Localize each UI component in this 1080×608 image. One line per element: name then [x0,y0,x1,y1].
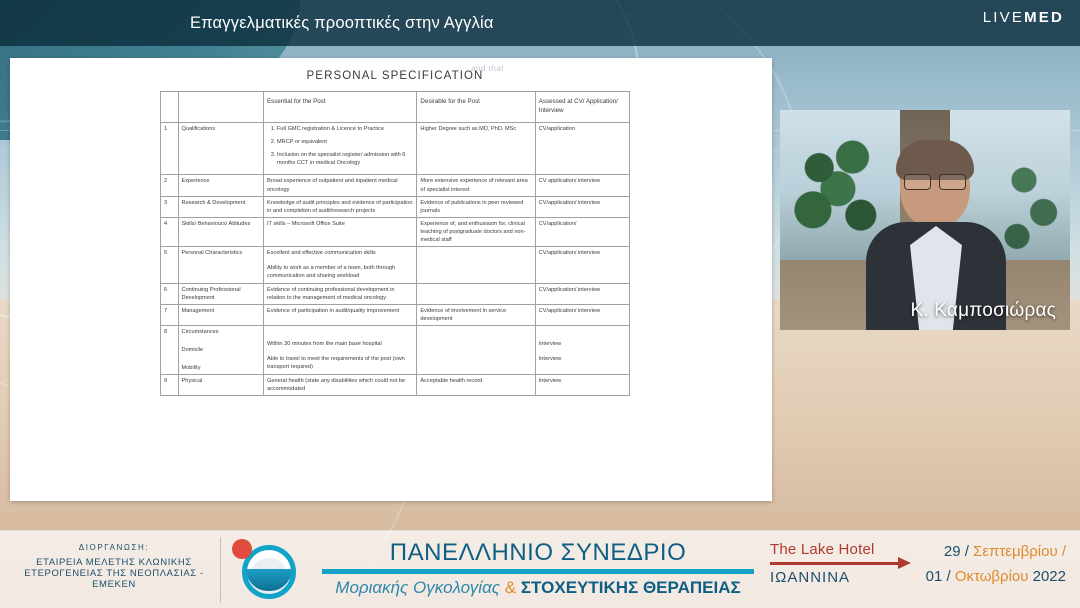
cell-desirable: Experience of, and enthusiasm for, clinical teaching of postgraduate doctors and non-medical staff [417,217,535,246]
venue-name: The Lake Hotel [770,541,875,558]
cell-essential: IT skills – Microsoft Office Suite [264,217,417,246]
essential-part: Ability to work as a member of a team, both through communication and sharing workload [267,265,396,280]
cell-essential: General health (state any disabilities which could not be accommodated [264,375,417,396]
cell-essential: Evidence of continuing professional development in relation to the management of medical oncology [264,283,417,304]
cell-num: 5 [161,247,179,283]
date-year: 2022 [1032,568,1066,585]
cell-essential: Evidence of participation in audit/quality improvement [264,304,417,325]
date-line2-month: Οκτωβρίου [954,568,1029,585]
table-row [161,196,630,217]
cell-criteria: Continuing Professional Development [178,283,263,304]
speaker-name: Κ. Καμποσιώρας [910,300,1056,321]
congress-line2 [322,578,754,598]
header-cell-desirable: Desirable for the Post [417,92,535,123]
essential-mobility: Able to travel to meet the requirements of the post (own transport required) [267,356,405,371]
criteria-sub-mobility: Mobility [181,365,201,372]
session-title: Επαγγελματικές προοπτικές στην Αγγλία [190,13,494,32]
table-row [161,304,630,325]
cell-num: 7 [161,304,179,325]
brand-bold: MED [1024,9,1064,26]
cell-num: 8 [161,325,179,374]
date-line2 [926,568,1066,585]
top-bar [0,0,1080,46]
congress-logo-icon [232,539,304,601]
table-row [161,247,630,283]
cell-desirable: More extensive experience of relevant area of specialist interest [417,175,535,196]
personal-specification-block [160,70,630,396]
congress-underline [322,569,754,574]
assessed-domicile: Interview [538,340,562,347]
organizer-block [8,543,220,590]
venue-block [770,541,910,586]
slide-title: PERSONAL SPECIFICATION [306,70,484,82]
cell-assessed: CV application/ interview [535,175,629,196]
assessed-mobility: Interview [538,356,562,363]
cell-essential: Knowledge of audit principles and evidence of participation in and completion of audit/research projects [264,196,417,217]
congress-line2-amp: & [504,578,517,597]
date-line2-day: 01 / [925,568,951,585]
cell-desirable: Acceptable health record [417,375,535,396]
cell-desirable: Higher Degree such as MD, PhD, MSc [417,122,535,174]
cell-essential [264,247,417,283]
livemed-logo [983,9,1064,26]
cell-criteria: Physical [178,375,263,396]
cell-assessed: CV/application/ interview [535,196,629,217]
essential-item: 3. Inclusion on the specialist register/ admission with 6 months CCT in medical Oncology [277,151,413,167]
cell-criteria [178,325,263,374]
cell-assessed: CV/application [535,122,629,174]
dates-block [926,543,1066,585]
cell-num: 3 [161,196,179,217]
table-header-row [161,92,630,123]
cell-num: 6 [161,283,179,304]
organizer-label: ΔΙΟΡΓΑΝΩΣΗ: [78,543,150,552]
cell-assessed: CV/application/ [535,217,629,246]
speaker-video-panel[interactable] [780,110,1070,330]
logo-dot [232,539,252,559]
table-row [161,122,630,174]
footer-divider [220,537,221,603]
header-cell-num [161,92,179,123]
cell-assessed: CV/application/ interview [535,247,629,283]
cell-num: 4 [161,217,179,246]
cell-criteria: Experience [178,175,263,196]
personal-specification-table [160,91,630,396]
criteria-sub-domicile: Domicile [181,347,203,354]
congress-line1: ΠΑΝΕΛΛΗΝΙΟ ΣΥΝΕΔΡΙΟ [389,539,687,566]
spacer [539,328,626,340]
cell-essential: Broad experience of outpatient and inpatient medical oncology [264,175,417,196]
cell-essential [264,122,417,174]
cell-criteria: Skills/ Behaviours/ Attitudes [178,217,263,246]
date-line1 [926,543,1066,560]
essential-part: Excellent and effective communication skills [267,250,376,257]
table-row [161,217,630,246]
cell-criteria: Research & Development [178,196,263,217]
essential-item: 2. MRCP or equivalent [277,138,413,146]
essential-domicile: Within 30 minutes from the main base hospital [267,340,382,347]
congress-line2-targeted: ΣΤΟΧΕΥΤΙΚΗΣ ΘΕΡΑΠΕΙΑΣ [520,578,741,597]
cell-desirable [417,283,535,304]
header-cell-essential: Essential for the Post [264,92,417,123]
slide-faded-text: and that [471,64,504,73]
cell-num: 2 [161,175,179,196]
cell-desirable: Evidence of publications in peer reviewed journals [417,196,535,217]
footer-bar [0,530,1080,608]
plant-decoration [996,150,1066,270]
glasses-icon [904,174,966,188]
brand-light: LIVE [982,9,1025,26]
cell-desirable: Evidence of involvement in service development [417,304,535,325]
criteria-label: Circumstances [181,328,219,335]
cell-essential [264,325,417,374]
cell-assessed: CV/application/ interview [535,283,629,304]
cell-desirable [417,325,535,374]
header-cell-assessed: Assessed at CV/ Application/ Interview [535,92,629,123]
cell-criteria: Personal Characteristics [178,247,263,283]
congress-line2-molecular: Μοριακής Ογκολογίας [335,578,501,597]
organizer-line2: ΕΤΕΡΟΓΕΝΕΙΑΣ ΤΗΣ ΝΕΟΠΛΑΣΙΑΣ - ΕΜΕΚΕΝ [24,568,204,590]
congress-title-block [322,539,754,598]
essential-item: 1. Full GMC registration & Licence to Practice [277,125,413,133]
cell-num: 9 [161,375,179,396]
cell-desirable [417,247,535,283]
venue-city: ΙΩΑΝΝΙΝΑ [770,569,851,586]
header-cell-criteria [178,92,263,123]
cell-criteria: Qualifications [178,122,263,174]
date-line1-month: Σεπτεμβρίου / [973,543,1066,560]
cell-num: 1 [161,122,179,174]
table-row [161,175,630,196]
organizer-line1: ΕΤΑΙΡΕΙΑ ΜΕΛΕΤΗΣ ΚΛΩΝΙΚΗΣ [36,557,192,568]
table-row [161,325,630,374]
cell-assessed [535,325,629,374]
cell-criteria: Management [178,304,263,325]
table-row [161,375,630,396]
cell-assessed: Interview [535,375,629,396]
presentation-slide [10,58,772,501]
table-row [161,283,630,304]
cell-assessed: CV/application/ interview [535,304,629,325]
date-line1-day: 29 / [943,543,969,560]
spacer [267,328,413,340]
venue-bar [770,562,898,565]
